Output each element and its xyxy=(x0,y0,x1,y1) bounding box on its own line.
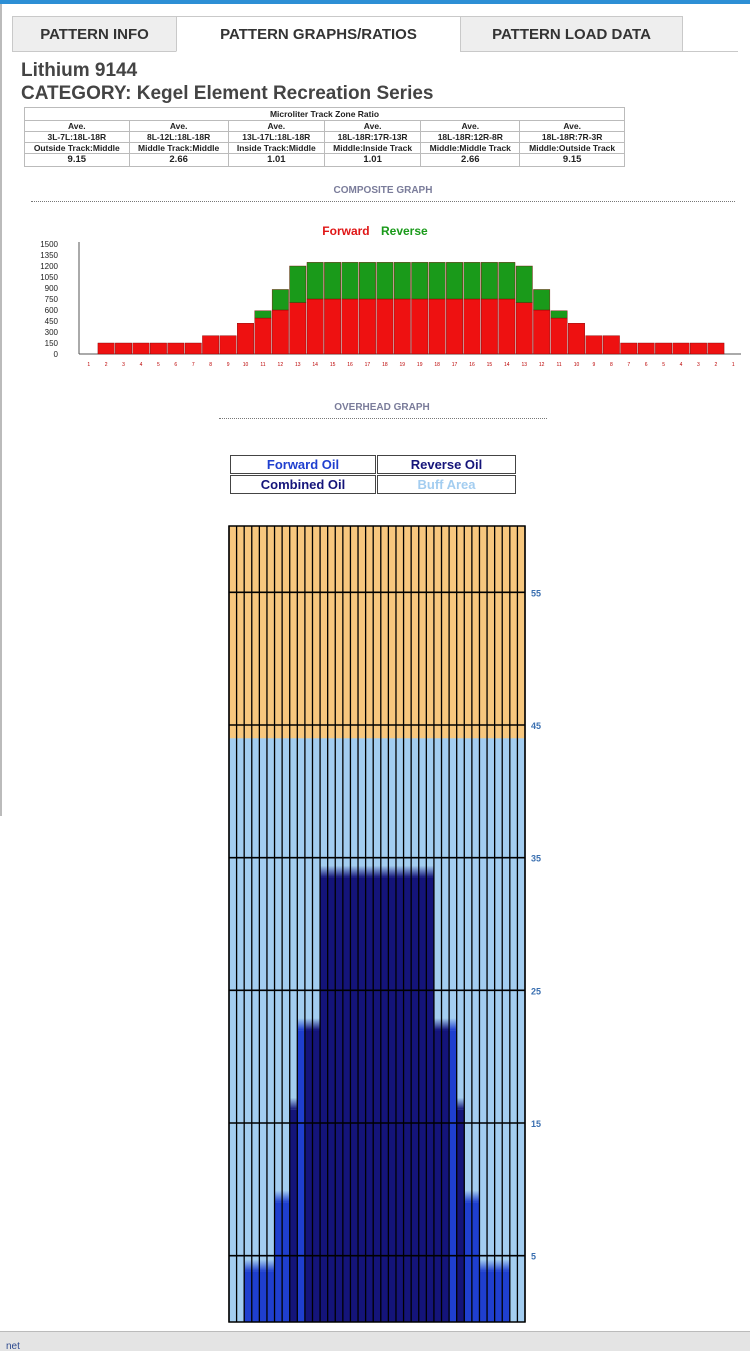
bar-reverse-25 xyxy=(516,266,532,303)
x-tick-label: 5 xyxy=(157,362,160,368)
bar-forward-36 xyxy=(708,343,724,354)
bar-forward-28 xyxy=(568,323,584,354)
x-tick-label: 2 xyxy=(104,362,108,368)
y-tick-label: 750 xyxy=(44,295,58,304)
ratio-value-0: 9.15 xyxy=(25,154,130,167)
x-tick-label: 16 xyxy=(347,362,353,368)
x-tick-label: 4 xyxy=(679,362,683,368)
ratio-value-4: 2.66 xyxy=(421,154,520,167)
x-tick-label: 3 xyxy=(122,362,125,368)
bar-forward-10 xyxy=(255,318,271,354)
bar-reverse-21 xyxy=(446,262,462,299)
ratio-range-3: 18L-18R:17R-13R xyxy=(324,132,420,143)
x-tick-label: 18 xyxy=(434,362,440,368)
bar-reverse-24 xyxy=(499,262,515,299)
bar-reverse-15 xyxy=(342,262,358,299)
ratio-label-3: Middle:Inside Track xyxy=(324,143,420,154)
pattern-name: Lithium 9144 xyxy=(21,60,138,81)
bar-forward-1 xyxy=(98,343,114,354)
x-tick-label: 14 xyxy=(504,362,510,368)
x-tick-label: 8 xyxy=(609,362,613,368)
bar-reverse-17 xyxy=(377,262,393,299)
ratio-value-3: 1.01 xyxy=(324,154,420,167)
bar-forward-25 xyxy=(516,303,532,354)
x-tick-label: 13 xyxy=(521,362,528,368)
x-tick-label: 4 xyxy=(139,362,143,368)
bar-forward-22 xyxy=(464,299,480,354)
ratio-label-2: Inside Track:Middle xyxy=(228,143,324,154)
x-tick-label: 5 xyxy=(662,362,665,368)
x-tick-label: 1 xyxy=(87,362,91,368)
status-bar: net xyxy=(0,1331,750,1351)
bar-forward-12 xyxy=(290,303,306,354)
bar-forward-24 xyxy=(499,299,515,354)
bar-reverse-14 xyxy=(324,262,340,299)
composite-chart xyxy=(0,236,750,372)
legend-reverse: Reverse xyxy=(380,224,428,238)
ratio-value-1: 2.66 xyxy=(129,154,228,167)
y-tick-label: 900 xyxy=(44,284,58,293)
tab-pattern-info[interactable]: PATTERN INFO xyxy=(12,16,177,52)
bar-forward-21 xyxy=(446,299,462,354)
legend-forward: Forward xyxy=(322,224,370,238)
ratio-ave-3: Ave. xyxy=(324,121,420,132)
x-tick-label: 12 xyxy=(277,362,284,368)
bar-reverse-26 xyxy=(533,289,549,310)
bar-forward-7 xyxy=(202,336,218,354)
legend-buff-area: Buff Area xyxy=(377,475,516,494)
ratio-ave-2: Ave. xyxy=(228,121,324,132)
bar-reverse-10 xyxy=(255,311,271,318)
distance-label: 5 xyxy=(531,1251,537,1262)
bar-forward-17 xyxy=(377,299,393,354)
bar-forward-30 xyxy=(603,336,619,354)
x-tick-label: 19 xyxy=(399,362,406,368)
x-tick-label: 2 xyxy=(714,362,718,368)
ratio-ave-0: Ave. xyxy=(25,121,130,132)
x-tick-label: 15 xyxy=(329,362,336,368)
oil-fade-5 xyxy=(320,866,434,878)
bar-forward-23 xyxy=(481,299,497,354)
overhead-chart xyxy=(220,520,560,1330)
ratio-range-4: 18L-18R:12R-8R xyxy=(421,132,520,143)
bar-forward-9 xyxy=(237,323,253,354)
overhead-divider xyxy=(219,418,547,419)
ratio-range-2: 13L-17L:18L-18R xyxy=(228,132,324,143)
bar-forward-29 xyxy=(586,336,602,354)
y-tick-label: 1200 xyxy=(40,262,58,271)
y-tick-label: 150 xyxy=(44,339,58,348)
x-tick-label: 17 xyxy=(451,362,458,368)
ratio-label-1: Middle Track:Middle xyxy=(129,143,228,154)
bar-forward-26 xyxy=(533,310,549,354)
bar-reverse-27 xyxy=(551,311,567,318)
bar-reverse-11 xyxy=(272,289,288,310)
ratio-ave-5: Ave. xyxy=(520,121,625,132)
bar-forward-5 xyxy=(168,343,184,354)
bar-reverse-22 xyxy=(464,262,480,299)
composite-divider xyxy=(31,201,735,202)
x-tick-label: 13 xyxy=(294,362,301,368)
ratio-table-title: Microliter Track Zone Ratio xyxy=(25,108,625,121)
x-tick-label: 15 xyxy=(486,362,493,368)
x-tick-label: 11 xyxy=(556,362,562,368)
bar-forward-6 xyxy=(185,343,201,354)
bar-forward-11 xyxy=(272,310,288,354)
x-tick-label: 17 xyxy=(364,362,371,368)
distance-label: 15 xyxy=(531,1119,542,1129)
bar-forward-14 xyxy=(324,299,340,354)
bar-forward-27 xyxy=(551,318,567,354)
bar-forward-34 xyxy=(673,343,689,354)
x-tick-label: 19 xyxy=(416,362,423,368)
tab-pattern-graphs-ratios[interactable]: PATTERN GRAPHS/RATIOS xyxy=(176,16,461,52)
x-tick-label: 9 xyxy=(592,362,596,368)
y-tick-label: 450 xyxy=(44,317,58,326)
x-tick-label: 10 xyxy=(573,362,580,368)
bar-reverse-13 xyxy=(307,262,323,299)
x-tick-label: 7 xyxy=(627,362,631,368)
overhead-graph-title: OVERHEAD GRAPH xyxy=(334,402,430,413)
y-tick-label: 0 xyxy=(53,350,58,359)
x-tick-label: 14 xyxy=(312,362,318,368)
x-tick-label: 6 xyxy=(644,362,648,368)
legend-forward-oil: Forward Oil xyxy=(230,455,376,474)
legend-reverse-oil: Reverse Oil xyxy=(377,455,516,474)
ratio-range-5: 18L-18R:7R-3R xyxy=(520,132,625,143)
distance-label: 45 xyxy=(531,721,542,731)
x-tick-label: 18 xyxy=(382,362,388,368)
y-tick-label: 600 xyxy=(44,306,58,315)
x-tick-label: 1 xyxy=(731,362,735,368)
bar-reverse-18 xyxy=(394,262,410,299)
bar-reverse-12 xyxy=(290,266,306,303)
bar-reverse-20 xyxy=(429,262,445,299)
x-tick-label: 7 xyxy=(191,362,195,368)
distance-label: 35 xyxy=(531,853,542,864)
bar-forward-20 xyxy=(429,299,445,354)
pattern-category: CATEGORY: Kegel Element Recreation Series xyxy=(21,83,434,104)
bar-forward-13 xyxy=(307,299,323,354)
bar-reverse-23 xyxy=(481,262,497,299)
legend-combined-oil: Combined Oil xyxy=(230,475,376,494)
top-accent-bar xyxy=(0,0,750,4)
ratio-label-4: Middle:Middle Track xyxy=(421,143,520,154)
x-tick-label: 3 xyxy=(697,362,700,368)
x-tick-label: 6 xyxy=(174,362,178,368)
tab-bar xyxy=(12,16,738,52)
bar-reverse-16 xyxy=(359,262,375,299)
bar-forward-35 xyxy=(690,343,706,354)
y-tick-label: 1350 xyxy=(40,251,58,260)
x-tick-label: 9 xyxy=(226,362,230,368)
x-tick-label: 8 xyxy=(209,362,213,368)
bar-reverse-19 xyxy=(412,262,428,299)
bar-forward-8 xyxy=(220,336,236,354)
ratio-value-2: 1.01 xyxy=(228,154,324,167)
distance-label: 55 xyxy=(531,588,542,599)
ratio-label-0: Outside Track:Middle xyxy=(25,143,130,154)
x-tick-label: 16 xyxy=(469,362,475,368)
bar-forward-15 xyxy=(342,299,358,354)
distance-label: 25 xyxy=(531,986,542,997)
bar-forward-2 xyxy=(115,343,131,354)
y-tick-label: 1500 xyxy=(40,240,58,249)
ratio-value-5: 9.15 xyxy=(520,154,625,167)
bar-forward-33 xyxy=(655,343,671,354)
bar-forward-19 xyxy=(412,299,428,354)
x-tick-label: 11 xyxy=(260,362,266,368)
ratio-range-1: 8L-12L:18L-18R xyxy=(129,132,228,143)
ratio-label-5: Middle:Outside Track xyxy=(520,143,625,154)
ratio-table xyxy=(24,107,625,167)
bar-forward-4 xyxy=(150,343,166,354)
ratio-range-0: 3L-7L:18L-18R xyxy=(25,132,130,143)
composite-graph-title: COMPOSITE GRAPH xyxy=(333,185,433,196)
bar-forward-32 xyxy=(638,343,654,354)
x-tick-label: 10 xyxy=(242,362,249,368)
ratio-ave-1: Ave. xyxy=(129,121,228,132)
y-tick-label: 1050 xyxy=(40,273,58,282)
ratio-ave-4: Ave. xyxy=(421,121,520,132)
x-tick-label: 12 xyxy=(538,362,545,368)
bar-forward-16 xyxy=(359,299,375,354)
bar-forward-3 xyxy=(133,343,149,354)
tab-pattern-load-data[interactable]: PATTERN LOAD DATA xyxy=(460,16,683,52)
bar-forward-31 xyxy=(621,343,637,354)
y-tick-label: 300 xyxy=(44,328,58,337)
bar-forward-18 xyxy=(394,299,410,354)
